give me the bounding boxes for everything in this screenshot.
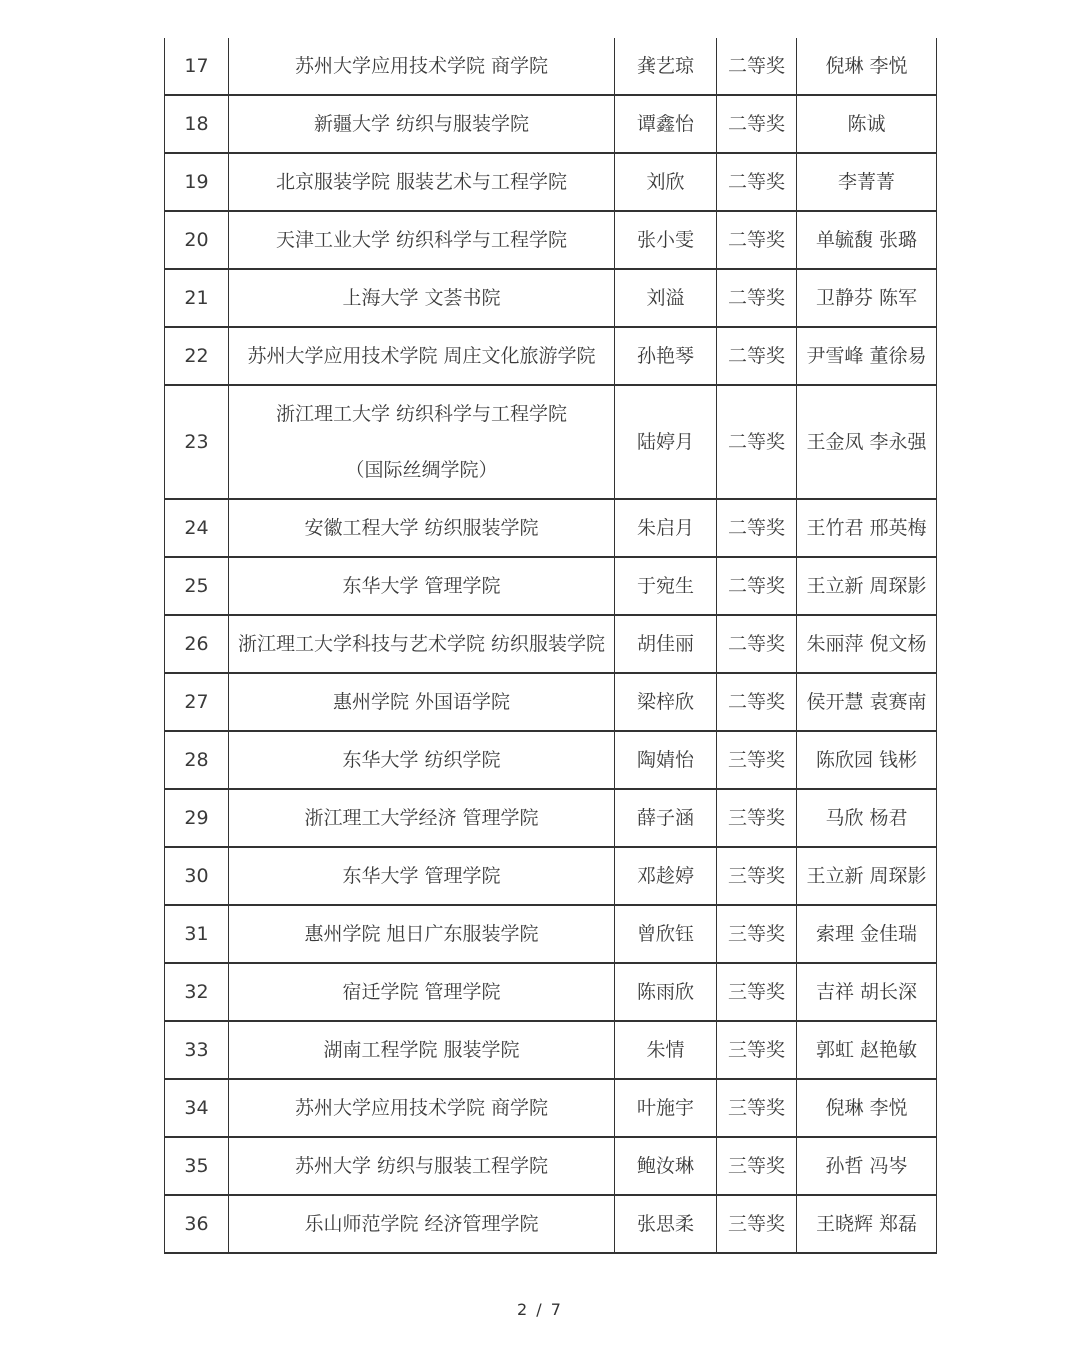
row-number: 27 [165,673,229,731]
table-row [165,905,937,963]
table-row [165,385,937,499]
award-cell: 三等奖 [717,789,797,847]
award-cell: 二等奖 [717,615,797,673]
advisor-cell: 单毓馥 张璐 [797,211,937,269]
advisor-cell: 朱丽萍 倪文杨 [797,615,937,673]
award-cell: 二等奖 [717,499,797,557]
award-cell: 三等奖 [717,1137,797,1195]
school-cell: 东华大学 管理学院 [229,557,615,615]
row-number: 32 [165,963,229,1021]
row-number: 35 [165,1137,229,1195]
row-number: 19 [165,153,229,211]
current-page-number: 2 [517,1300,530,1319]
advisor-cell: 郭虹 赵艳敏 [797,1021,937,1079]
school-cell: 东华大学 管理学院 [229,847,615,905]
row-number: 31 [165,905,229,963]
award-cell: 二等奖 [717,673,797,731]
school-cell: 新疆大学 纺织与服装学院 [229,95,615,153]
school-cell: 上海大学 文荟书院 [229,269,615,327]
row-number: 29 [165,789,229,847]
school-cell: 浙江理工大学经济 管理学院 [229,789,615,847]
student-name-cell: 陶婧怡 [615,731,717,789]
row-number: 28 [165,731,229,789]
table-row [165,1195,937,1253]
school-line-1: 浙江理工大学 纺织科学与工程学院 [275,403,568,425]
student-name-cell: 龚艺琼 [615,38,717,95]
table-row [165,211,937,269]
advisor-cell: 王竹君 邢英梅 [797,499,937,557]
school-cell: 浙江理工大学科技与艺术学院 纺织服装学院 [229,615,615,673]
table-row [165,673,937,731]
school-cell: 安徽工程大学 纺织服装学院 [229,499,615,557]
row-number: 20 [165,211,229,269]
student-name-cell: 邓趁婷 [615,847,717,905]
row-number: 36 [165,1195,229,1253]
advisor-cell: 侯开慧 袁赛南 [797,673,937,731]
row-number: 17 [165,38,229,95]
table-row [165,847,937,905]
row-number: 25 [165,557,229,615]
advisor-cell: 倪琳 李悦 [797,1079,937,1137]
awards-table [164,38,937,1254]
table-row [165,153,937,211]
student-name-cell: 孙艳琴 [615,327,717,385]
row-number: 24 [165,499,229,557]
table-row [165,38,937,95]
advisor-cell: 索理 金佳瑞 [797,905,937,963]
table-row [165,1079,937,1137]
page-indicator [0,1300,1080,1319]
table-row [165,789,937,847]
school-cell: 苏州大学应用技术学院 商学院 [229,38,615,95]
school-cell: 北京服装学院 服装艺术与工程学院 [229,153,615,211]
table-row [165,1021,937,1079]
school-cell: 惠州学院 外国语学院 [229,673,615,731]
school-cell: 苏州大学应用技术学院 周庄文化旅游学院 [229,327,615,385]
award-cell: 三等奖 [717,905,797,963]
advisor-cell: 王立新 周琛影 [797,847,937,905]
table-row [165,615,937,673]
student-name-cell: 刘溢 [615,269,717,327]
table-row [165,963,937,1021]
student-name-cell: 谭鑫怡 [615,95,717,153]
award-cell: 三等奖 [717,963,797,1021]
advisor-cell: 王立新 周琛影 [797,557,937,615]
advisor-cell: 卫静芬 陈军 [797,269,937,327]
student-name-cell: 陈雨欣 [615,963,717,1021]
student-name-cell: 张小雯 [615,211,717,269]
advisor-cell: 李菁菁 [797,153,937,211]
student-name-cell: 张思柔 [615,1195,717,1253]
table-row [165,557,937,615]
school-cell: 乐山师范学院 经济管理学院 [229,1195,615,1253]
award-cell: 三等奖 [717,1021,797,1079]
school-cell: 天津工业大学 纺织科学与工程学院 [229,211,615,269]
total-page-count: 7 [550,1300,563,1319]
school-cell: 苏州大学应用技术学院 商学院 [229,1079,615,1137]
award-cell: 三等奖 [717,1079,797,1137]
student-name-cell: 薛子涵 [615,789,717,847]
student-name-cell: 曾欣钰 [615,905,717,963]
award-cell: 二等奖 [717,153,797,211]
award-cell: 二等奖 [717,95,797,153]
student-name-cell: 叶施宇 [615,1079,717,1137]
row-number: 26 [165,615,229,673]
school-cell: 苏州大学 纺织与服装工程学院 [229,1137,615,1195]
advisor-cell: 吉祥 胡长深 [797,963,937,1021]
student-name-cell: 鲍汝琳 [615,1137,717,1195]
award-cell: 二等奖 [717,269,797,327]
student-name-cell: 朱启月 [615,499,717,557]
advisor-cell: 尹雪峰 董徐易 [797,327,937,385]
row-number: 22 [165,327,229,385]
award-cell: 二等奖 [717,327,797,385]
award-cell: 二等奖 [717,38,797,95]
table-row [165,269,937,327]
row-number: 21 [165,269,229,327]
advisor-cell: 陈欣园 钱彬 [797,731,937,789]
award-cell: 三等奖 [717,1195,797,1253]
row-number: 23 [165,385,229,499]
student-name-cell: 刘欣 [615,153,717,211]
advisor-cell: 王晓辉 郑磊 [797,1195,937,1253]
advisor-cell: 马欣 杨君 [797,789,937,847]
awards-table-container [164,38,936,1254]
student-name-cell: 于宛生 [615,557,717,615]
table-row [165,731,937,789]
awards-table-body [165,38,937,1253]
advisor-cell: 王金凤 李永强 [797,385,937,499]
advisor-cell: 陈诚 [797,95,937,153]
award-cell: 二等奖 [717,557,797,615]
advisor-cell: 孙哲 冯岑 [797,1137,937,1195]
school-cell: 湖南工程学院 服装学院 [229,1021,615,1079]
school-cell: 东华大学 纺织学院 [229,731,615,789]
award-cell: 三等奖 [717,731,797,789]
row-number: 33 [165,1021,229,1079]
table-row [165,499,937,557]
student-name-cell: 朱情 [615,1021,717,1079]
row-number: 30 [165,847,229,905]
school-line-2: （国际丝绸学院） [345,459,498,481]
student-name-cell: 胡佳丽 [615,615,717,673]
row-number: 34 [165,1079,229,1137]
page-separator: / [536,1300,544,1319]
school-cell: 宿迁学院 管理学院 [229,963,615,1021]
school-cell [229,385,615,499]
advisor-cell: 倪琳 李悦 [797,38,937,95]
table-row [165,95,937,153]
award-cell: 二等奖 [717,385,797,499]
student-name-cell: 陆婷月 [615,385,717,499]
row-number: 18 [165,95,229,153]
student-name-cell: 梁梓欣 [615,673,717,731]
table-row [165,327,937,385]
table-row [165,1137,937,1195]
school-cell: 惠州学院 旭日广东服装学院 [229,905,615,963]
award-cell: 三等奖 [717,847,797,905]
award-cell: 二等奖 [717,211,797,269]
